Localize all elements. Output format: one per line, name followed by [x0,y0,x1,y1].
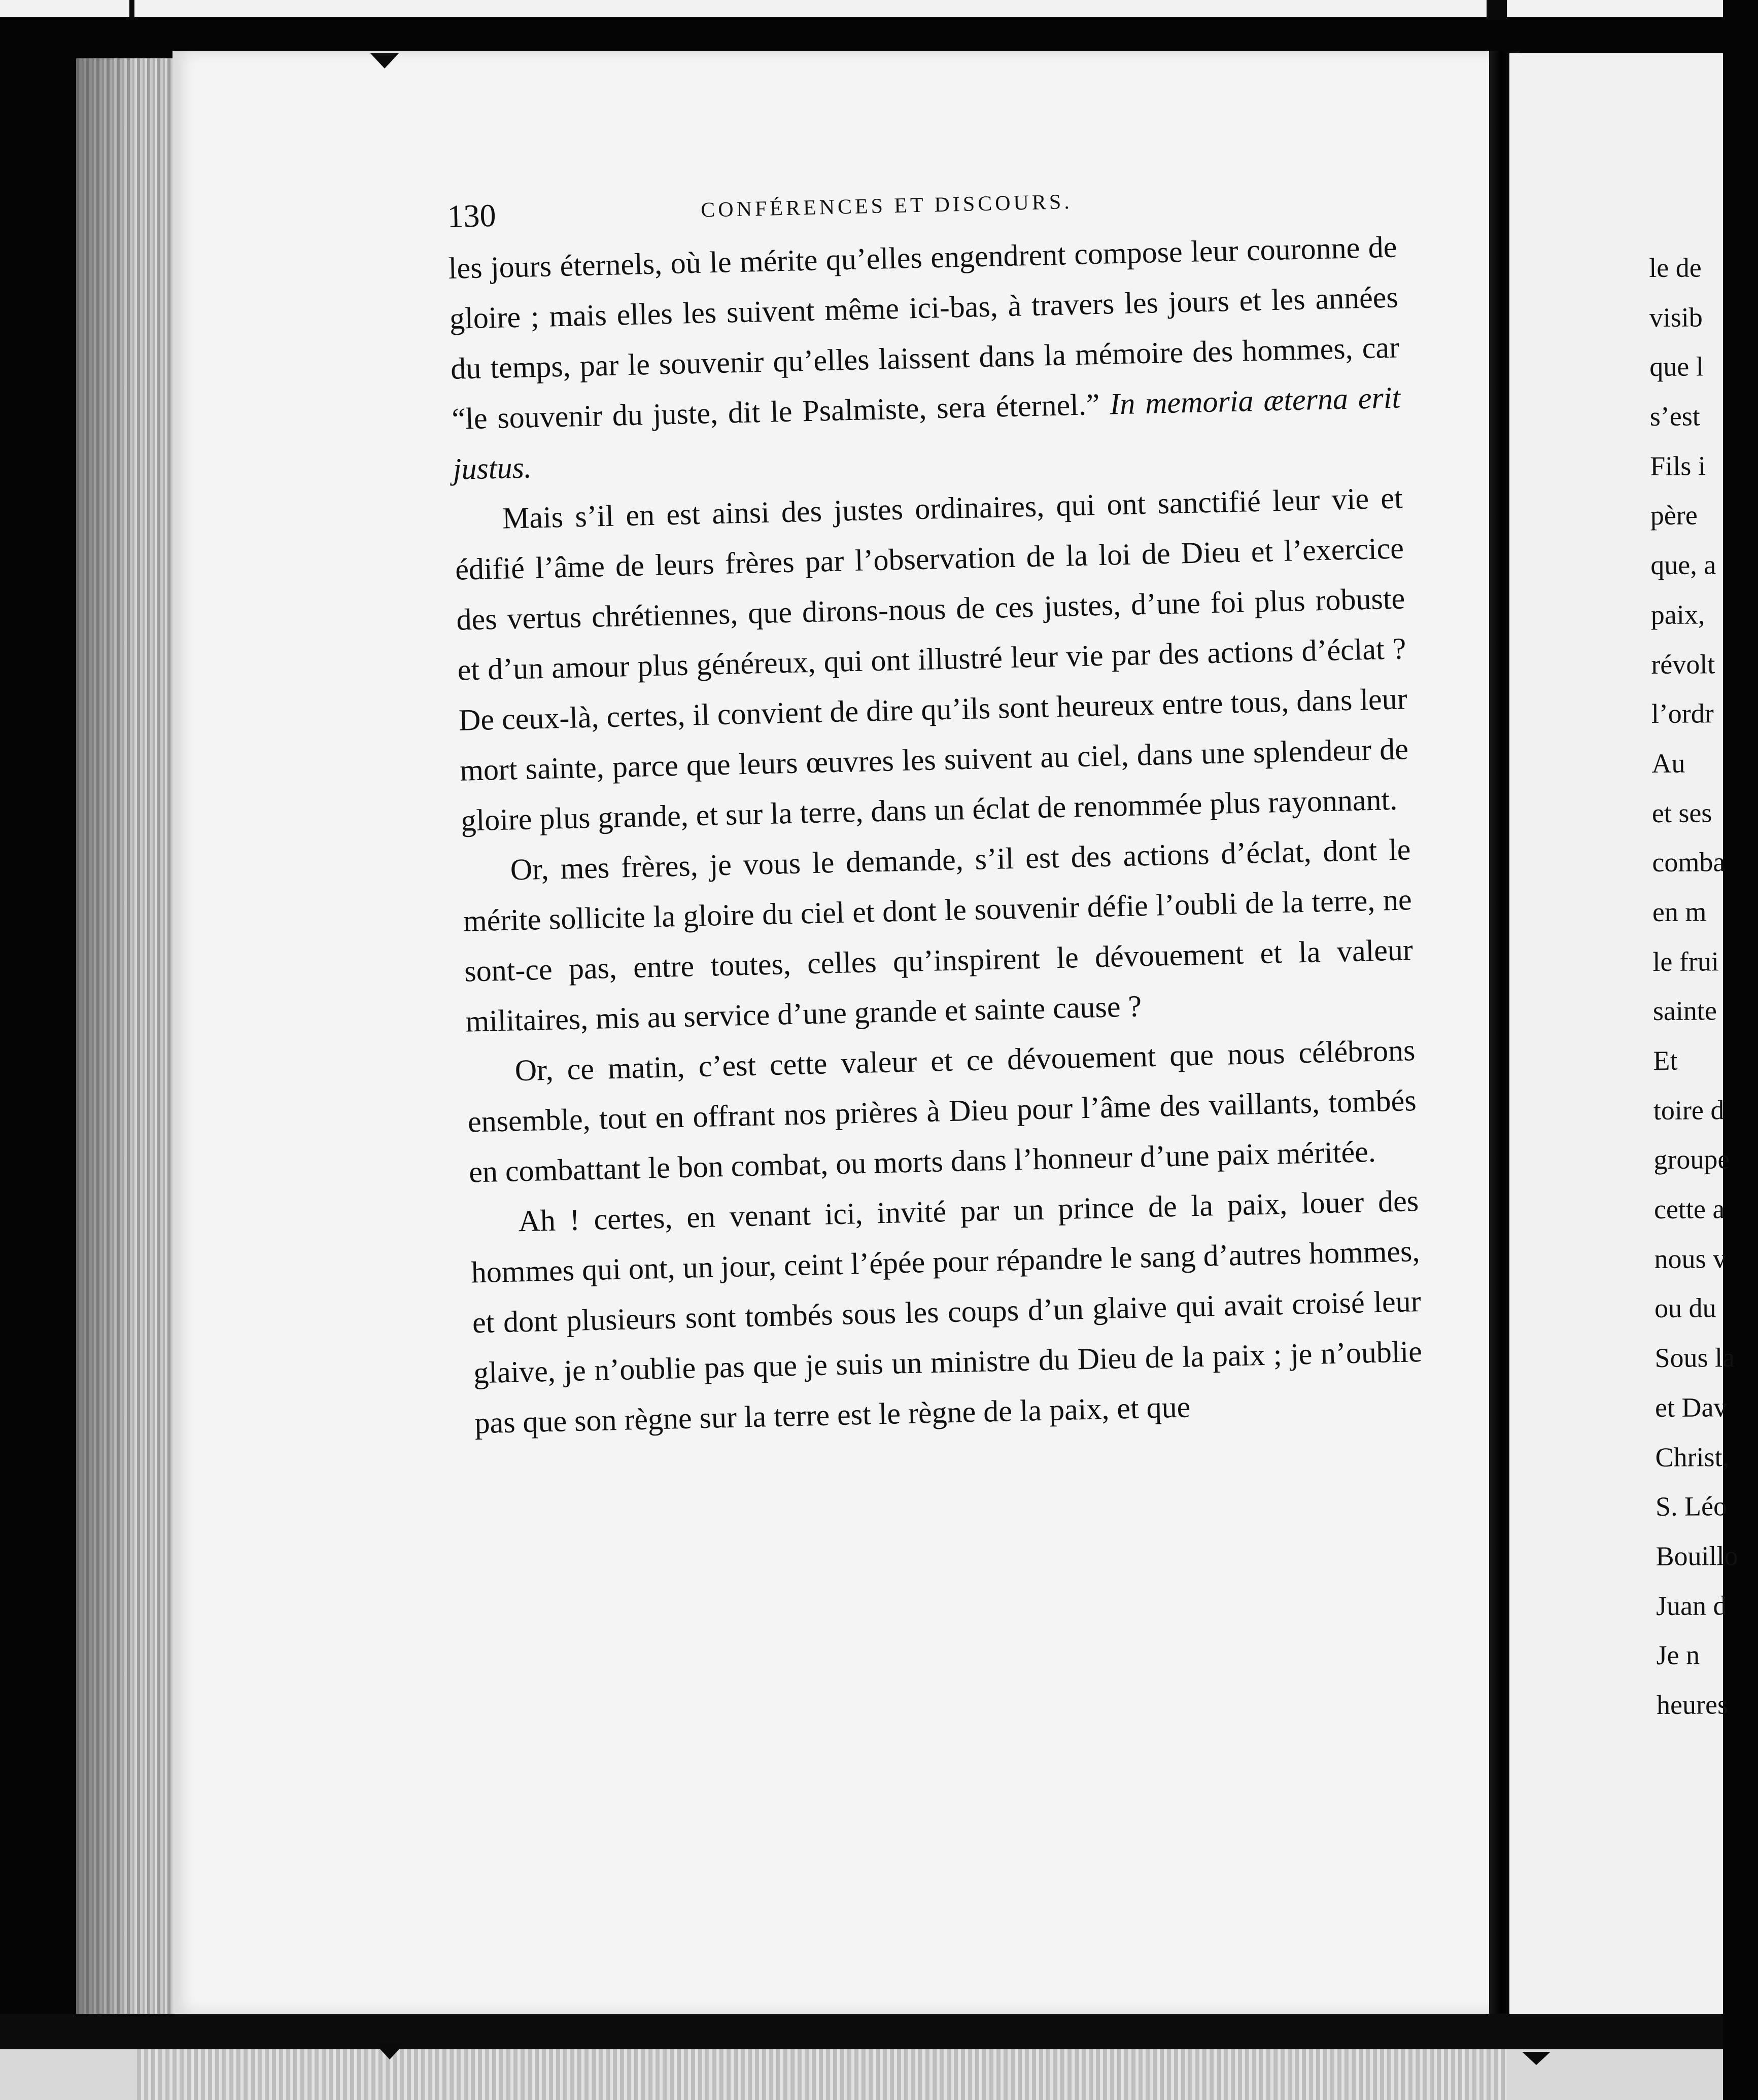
page-clip-mark-top [370,53,399,68]
right-page-line-fragment: heures [1656,1689,1729,1720]
paragraph-5: Ah ! certes, en venant ici, invité par un prince de la paix, louer des hommes qui ont, un jour, ceint l’épée pour répandre le sang d’autres hommes, et dont plusieurs sont tombés sous les coups d’un glaive qui avait croisé leur glaive, je n’oublie pas que je suis un ministre du Dieu de la paix ; je n’oublie pas que son règne sur la terre est le règne de la paix, et que [471,1184,1423,1440]
film-frame-mark-right [1487,0,1507,20]
right-page-line-fragment: Sous la [1654,1342,1735,1374]
right-page-line-fragment: père [1650,500,1698,531]
right-page-line-fragment: que l [1649,351,1704,382]
right-page-line-fragment: comba [1652,847,1726,878]
running-head: CONFÉRENCES ET DISCOURS. [700,190,1073,222]
page-clip-mark-bottom [375,2044,404,2059]
right-page-line-fragment: cette a [1653,1194,1725,1225]
right-page-line-fragment: l’ordr [1651,698,1714,729]
right-page-text-fragments [1649,243,1758,1730]
right-page-line-fragment: révolt [1651,648,1715,680]
right-page-line-fragment: Bouillo [1656,1540,1738,1571]
right-page-line-fragment: et ses [1651,797,1712,828]
right-page-line-fragment: ou du [1654,1292,1716,1324]
right-page-line-fragment: Fils i [1650,450,1706,481]
right-page-line-fragment: que, a [1650,549,1716,581]
right-page-line-fragment: Et [1653,1045,1678,1076]
latin-quote: In memoria æterna erit justus. [453,380,1401,486]
paragraph-4: Or, ce matin, c’est cette valeur et ce dévouement que nous célébrons ensemble, tout en offrant nos prières à Dieu pour l’âme des vaillants, tombés en combattant le bon combat, ou morts dans l’honneur d’une paix méritée. [467,1033,1417,1189]
page-edge-bottom [137,2049,1507,2100]
right-page-line-fragment: toire d [1653,1094,1725,1126]
right-page-line-fragment: en m [1652,896,1707,927]
right-page-line-fragment: et Dav [1654,1392,1728,1423]
right-page-line-fragment: Je n [1656,1639,1700,1671]
right-page-line-fragment: Christ, [1655,1441,1730,1473]
right-page-line-fragment: S. Léo [1655,1491,1728,1522]
page-edge-shadow [76,58,137,2080]
paragraph-2: Mais s’il en est ainsi des justes ordinaires, qui ont sanctifié leur vie et édifié l’âme de leurs frères par l’observation de la loi de Dieu et l’exercice des vertus chrétiennes, que dirons-nous de ces justes, d’une foi plus robuste et d’un amour plus généreux, qui ont illustré leur vie par des actions d’éclat ? De ceux-là, certes, il convient de dire qu’ils sont heureux entre tous, dans leur mort sainte, parce que leurs œuvres les suivent au ciel, dans une splendeur de gloire plus grande, et sur la terre, dans un éclat de renommée plus rayonnant. [455,481,1409,837]
right-page-line-fragment: groupe [1653,1144,1730,1175]
right-page-line-fragment: Au [1651,748,1685,779]
right-page-line-fragment: le frui [1652,946,1719,977]
film-frame-top [0,0,1723,17]
right-page-line-fragment: sainte [1652,995,1717,1027]
right-page-line-fragment: s’est [1649,401,1700,432]
page-number: 130 [446,197,497,234]
paragraph-3: Or, mes frères, je vous le demande, s’il est des actions d’éclat, dont le mérite sollicite la gloire du ciel et dont le souvenir défie l’oubli de la terre, ne sont-ce pas, entre toutes, celles qu’inspirent le dévouement et la valeur militaires, mis au service d’une grande et sainte cause ? [463,832,1414,1038]
right-page-line-fragment: le de [1649,252,1702,283]
right-page-line-fragment: visib [1649,302,1703,333]
paragraph-1 [448,222,1402,495]
left-page-text [446,161,1424,1449]
right-page-line-fragment: paix, [1650,599,1705,630]
film-frame-mark-left [129,0,134,20]
paragraph-1-text: les jours éternels, où le mérite qu’elles engendrent compose leur couronne de gloire ; mais elles les suivent même ici-bas, à travers les jours et les années du temps, par le souvenir qu’elles laissent dans la mémoire des hommes, car “le souvenir du juste, dit le Psalmiste, sera éternel.” [448,230,1400,436]
page-clip-mark-bottom-right [1522,2052,1550,2065]
right-page-line-fragment: nous v [1654,1243,1727,1274]
right-page-line-fragment: Juan d [1656,1590,1727,1621]
